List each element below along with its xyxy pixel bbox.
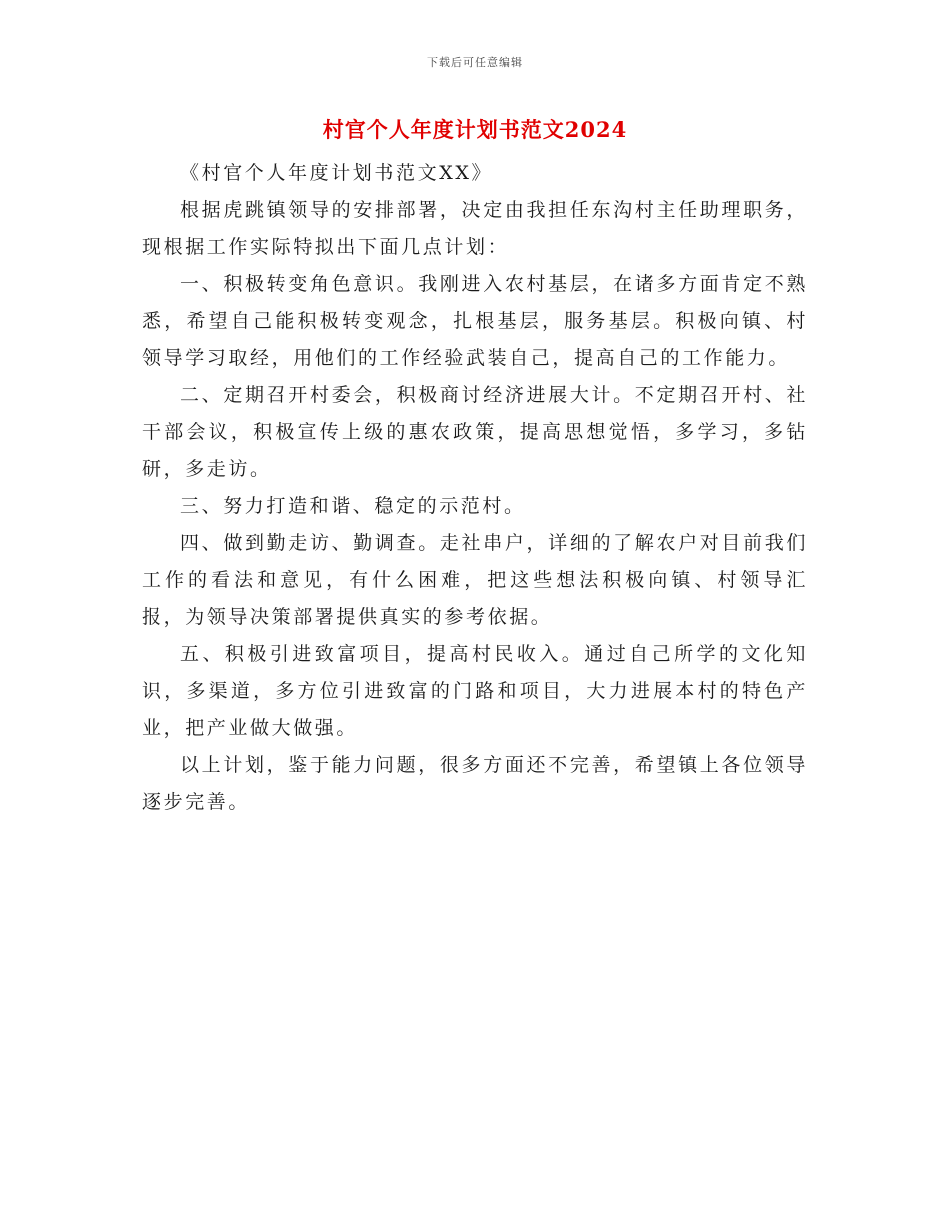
header-note: 下载后可任意编辑 [427, 56, 523, 69]
body-paragraph-item-3: 三、努力打造和谐、稳定的示范村。 [180, 495, 526, 517]
document-title: 村官个人年度计划书范文2024 [322, 117, 628, 142]
body-paragraph-item-1: 一、积极转变角色意识。我刚进入农村基层，在诸多方面肯定不熟悉，希望自己能积极转变观念，扎根基层，服务基层。积极向镇、村领导学习取经，用他们的工作经验武装自己，提高自己的工作能力。 [142, 273, 808, 369]
body-paragraph-item-2: 二、定期召开村委会，积极商讨经济进展大计。不定期召开村、社干部会议，积极宣传上级的惠农政策，提高思想觉悟，多学习，多钻研，多走访。 [142, 384, 808, 480]
body-paragraph-source: 《村官个人年度计划书范文XX》 [180, 162, 494, 184]
body-paragraph-item-5: 五、积极引进致富项目，提高村民收入。通过自己所学的文化知识，多渠道，多方位引进致富的门路和项目，大力进展本村的特色产业，把产业做大做强。 [142, 643, 808, 739]
document-body [142, 155, 808, 821]
body-paragraph-intro: 根据虎跳镇领导的安排部署，决定由我担任东沟村主任助理职务，现根据工作实际特拟出下面几点计划： [142, 199, 808, 258]
body-paragraph-closing: 以上计划，鉴于能力问题，很多方面还不完善，希望镇上各位领导逐步完善。 [142, 754, 808, 813]
body-paragraph-item-4: 四、做到勤走访、勤调查。走社串户，详细的了解农户对目前我们工作的看法和意见，有什么困难，把这些想法积极向镇、村领导汇报，为领导决策部署提供真实的参考依据。 [142, 532, 808, 628]
